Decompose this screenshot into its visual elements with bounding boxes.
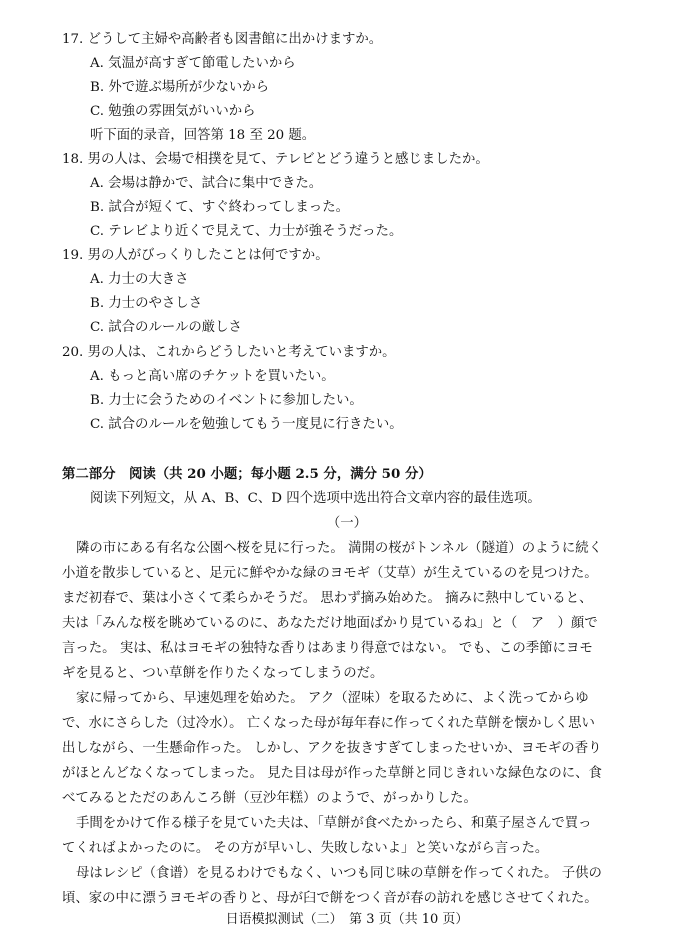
passage-line: てくればよかったのに。 その方が早いし、失敗しないよ」と笑いながら言った。 xyxy=(62,841,549,856)
question-18 xyxy=(62,150,489,170)
option: C. 試合のルールの厳しさ xyxy=(90,320,242,335)
passage-line: 出しながら、一生懸命作った。 しかし、アクを抜きすぎてしまったせいか、ヨモギの香り xyxy=(62,741,602,756)
section-title: 第二部分 阅读（共 20 小题；每小题 2.5 分，满分 50 分） xyxy=(62,466,432,482)
option: A. もっと高い席のチケットを買いたい。 xyxy=(90,369,335,384)
option: A. 気温が高すぎて節電したいから xyxy=(90,56,296,71)
passage-line: 手間をかけて作る様子を見ていた夫は、「草餅が食べたかったら、和菓子屋さんで買っ xyxy=(76,816,592,831)
question-stem: 男の人がびっくりしたことは何ですか。 xyxy=(87,248,329,263)
question-stem: どうして主婦や高齢者も図書館に出かけますか。 xyxy=(87,32,383,47)
question-17 xyxy=(62,30,382,50)
option: C. 試合のルールを勉強してもう一度見に行きたい。 xyxy=(90,417,403,432)
passage-line: で、水にさらした（过冷水）。 亡くなった母が毎年春に作ってくれた草餅を懐かしく思い xyxy=(62,716,595,731)
passage-line: 家に帰ってから、早速処理を始めた。 アク（涩味）を取るために、よく洗ってからゆ xyxy=(76,691,589,706)
question-number: 18. xyxy=(62,152,84,167)
option: C. 勉強の雰囲気がいいから xyxy=(90,104,256,119)
passage-line: がほとんどなくなってしまった。 見た目は母が作った草餅と同じきれいな緑色なのに、食 xyxy=(62,766,602,781)
question-20 xyxy=(62,343,396,363)
option: A. 力士の大きさ xyxy=(90,272,189,287)
passage-line: 夫は「みんな桜を眺めているのに、あなただけ地面ばかり見ているね」と（ ア ）顔で xyxy=(62,616,598,631)
option: B. 力士に会うためのイベントに参加したい。 xyxy=(90,393,363,408)
option: B. 試合が短くて、すぐ終わってしまった。 xyxy=(90,200,349,215)
question-number: 17. xyxy=(62,32,84,47)
passage-line: 母はレシピ（食谱）を見るわけでもなく、いつも同じ味の草餅を作ってくれた。 子供の xyxy=(76,866,602,881)
listening-instruction: 听下面的录音，回答第 18 至 20 题。 xyxy=(90,128,316,143)
question-number: 20. xyxy=(62,345,84,360)
passage-line: まだ初春で、葉は小さくて柔らかそうだ。 思わず摘み始めた。 摘みに熱中していると、 xyxy=(62,591,593,606)
page-footer: 日语模拟测试（二） 第 3 页（共 10 页） xyxy=(225,912,469,927)
section-instruction: 阅读下列短文，从 A、B、C、D 四个选项中选出符合文章内容的最佳选项。 xyxy=(90,491,541,506)
option: A. 会場は静かで、試合に集中できた。 xyxy=(90,176,323,191)
question-number: 19. xyxy=(62,248,84,263)
question-stem: 男の人は、会場で相撲を見て、テレビとどう違うと感じましたか。 xyxy=(87,152,489,167)
passage-line: 頃、家の中に漂うヨモギの香りと、母が臼で餅をつく音が春の訪れを感じさせてくれた。 xyxy=(62,891,598,906)
passage-number: （一） xyxy=(326,516,368,531)
option: B. 力士のやさしさ xyxy=(90,296,203,311)
passage-line: ギを見ると、つい草餅を作りたくなってしまうのだ。 xyxy=(62,666,384,681)
option: B. 外で遊ぶ場所が少ないから xyxy=(90,80,270,95)
passage-line: 言った。 実は、私はヨモギの独特な香りはあまり得意ではない。 でも、この季節にヨモ xyxy=(62,641,593,656)
option: C. テレビより近くで見えて、力士が強そうだった。 xyxy=(90,224,403,239)
passage-line: 隣の市にある有名な公園へ桜を見に行った。 満開の桜がトンネル（隧道）のように続く xyxy=(76,541,603,556)
passage-line: 小道を散歩していると、足元に鮮やかな緑のヨモギ（艾草）が生えているのを見つけた。 xyxy=(62,566,598,581)
question-stem: 男の人は、これからどうしたいと考えていますか。 xyxy=(87,345,396,360)
question-19 xyxy=(62,246,329,266)
passage-line: べてみるとただのあんころ餅（豆沙年糕）のようで、がっかりした。 xyxy=(62,791,477,806)
